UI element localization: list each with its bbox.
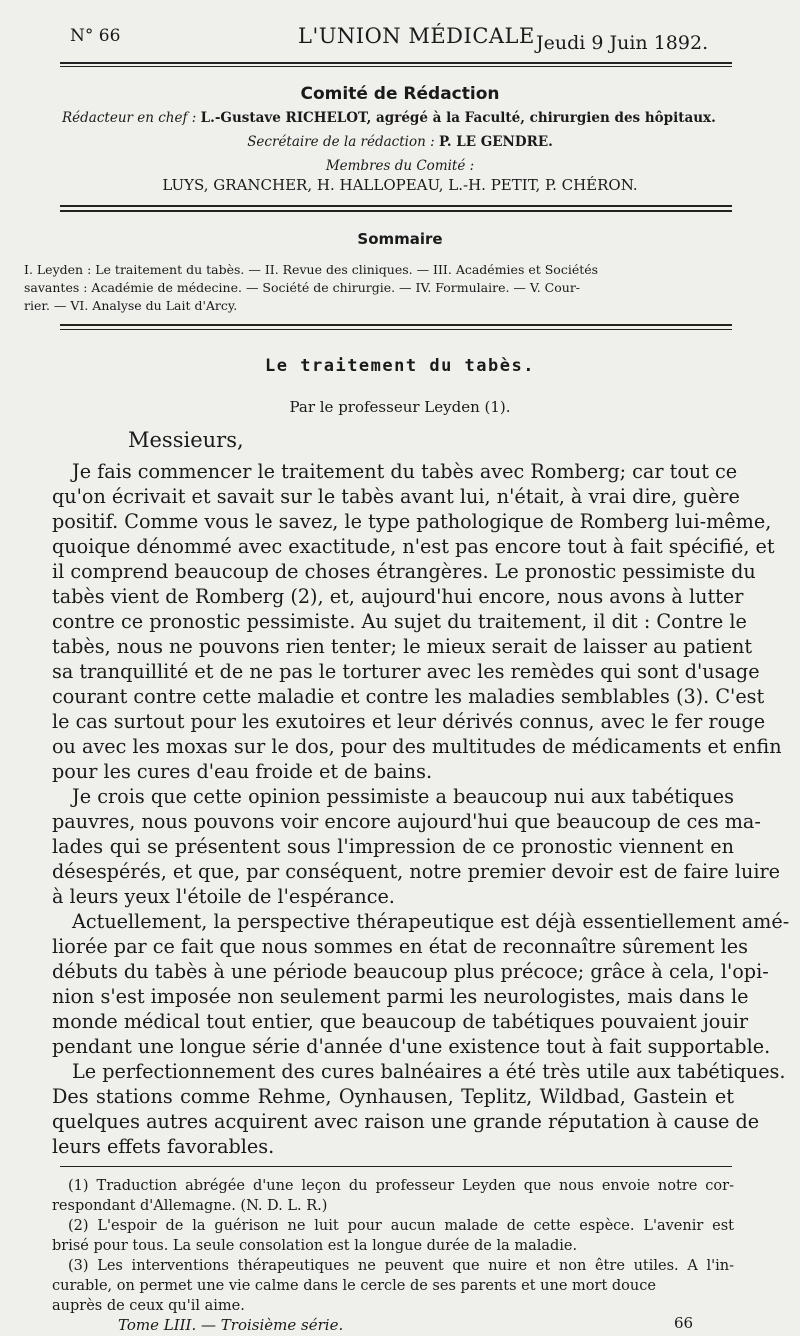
committee-editor-line	[62, 110, 716, 126]
body-line: nion s'est imposée non seulement parmi les neurologistes, mais dans le	[52, 985, 749, 1008]
summary-line: I. Leyden : Le traitement du tabès. — II. Revue des cliniques. — III. Académies et Sociétés	[24, 262, 599, 277]
volume-note: Tome LIII. — Troisième série.	[118, 1316, 344, 1334]
committee-rule	[60, 205, 732, 207]
body-line: pauvres, nous pouvons voir encore aujourd'hui que beaucoup de ces ma-	[52, 810, 761, 833]
footnote-line: brisé pour tous. La seule consolation est la longue durée de la maladie.	[52, 1238, 578, 1254]
summary-rule-thin	[60, 329, 732, 330]
summary-title: Sommaire	[357, 230, 443, 248]
body-line: pendant une longue série d'année d'une existence tout à fait supportable.	[52, 1035, 771, 1058]
body-line: désespérés, et que, par conséquent, notre premier devoir est de faire luire	[52, 860, 781, 883]
footnote-line: (2) L'espoir de la guérison ne luit pour aucun malade de cette espèce. L'avenir est	[68, 1218, 734, 1234]
body-line: qu'on écrivait et savait sur le tabès avant lui, n'était, à vrai dire, guère	[52, 485, 740, 508]
footnote-line: respondant d'Allemagne. (N. D. L. R.)	[52, 1198, 328, 1214]
body-line: leurs effets favorables.	[52, 1135, 275, 1158]
editor-text: L.-Gustave RICHELOT, agrégé à la Faculté, chirurgien des hôpitaux.	[200, 110, 716, 126]
summary-rule	[60, 324, 732, 326]
body-line: contre ce pronostic pessimiste. Au sujet du traitement, il dit : Contre le	[52, 610, 747, 633]
secretary-label: Secrétaire de la rédaction :	[247, 134, 435, 150]
body-line: Je crois que cette opinion pessimiste a beaucoup nui aux tabétiques	[72, 785, 734, 808]
editor-label: Rédacteur en chef :	[62, 110, 197, 126]
body-line: Des stations comme Rehme, Oynhausen, Teplitz, Wildbad, Gastein et	[52, 1085, 734, 1108]
body-line: Actuellement, la perspective thérapeutique est déjà essentiellement amé-	[72, 910, 790, 933]
issue-number: N° 66	[70, 26, 121, 46]
body-line: liorée par ce fait que nous sommes en état de reconnaître sûrement les	[52, 935, 748, 958]
secretary-name: P. LE GENDRE.	[438, 134, 553, 150]
body-line: quelques autres acquirent avec raison une grande réputation à cause de	[52, 1110, 760, 1133]
journal-title: L'UNION MÉDICALE	[298, 24, 535, 48]
body-line: pour les cures d'eau froide et de bains.	[52, 760, 433, 783]
body-line: positif. Comme vous le savez, le type pathologique de Romberg lui-même,	[52, 510, 772, 533]
committee-title: Comité de Rédaction	[300, 84, 500, 104]
body-line: à leurs yeux l'étoile de l'espérance.	[52, 885, 395, 908]
body-line: tabès, nous ne pouvons rien tenter; le mieux serait de laisser au patient	[52, 635, 753, 658]
summary-line: savantes : Académie de médecine. — Société de chirurgie. — IV. Formulaire. — V. Cour-	[24, 280, 581, 295]
body-line: monde médical tout entier, que beaucoup de tabétiques pouvaient jouir	[52, 1010, 749, 1033]
header-rule	[60, 62, 732, 64]
footnote-line: (1) Traduction abrégée d'une leçon du professeur Leyden que nous envoie notre cor-	[68, 1178, 734, 1194]
body-line: il comprend beaucoup de choses étrangères. Le pronostic pessimiste du	[52, 560, 756, 583]
body-line: Le perfectionnement des cures balnéaires a été très utile aux tabétiques.	[72, 1060, 786, 1083]
committee-rule-2	[60, 210, 732, 212]
members-label: Membres du Comité :	[325, 158, 475, 174]
body-line: tabès vient de Romberg (2), et, aujourd'hui encore, nous avons à lutter	[52, 585, 744, 608]
body-line: quoique dénommé avec exactitude, n'est pas encore tout à fait spécifié, et	[52, 535, 775, 558]
footnote-rule	[60, 1166, 732, 1167]
body-line: ou avec les moxas sur le dos, pour des multitudes de médicaments et enfin	[52, 735, 782, 758]
issue-date: Jeudi 9 Juin 1892.	[536, 32, 709, 54]
article-author: Par le professeur Leyden (1).	[289, 398, 511, 416]
article-title: Le traitement du tabès.	[265, 356, 535, 376]
article-salutation: Messieurs,	[128, 428, 244, 452]
page-number: 66	[674, 1314, 694, 1332]
body-line: sa tranquillité et de ne pas le torturer avec les remèdes qui sont d'usage	[52, 660, 760, 683]
committee-secretary-line	[0, 134, 800, 150]
summary-line: rier. — VI. Analyse du Lait d'Arcy.	[24, 298, 238, 313]
body-line: courant contre cette maladie et contre les maladies semblables (3). C'est	[52, 685, 765, 708]
members-list: LUYS, GRANCHER, H. HALLOPEAU, L.-H. PETIT, P. CHÉRON.	[162, 176, 638, 194]
footnote-line: (3) Les interventions thérapeutiques ne peuvent que nuire et non être utiles. A l'in-	[68, 1258, 734, 1274]
footnote-line: curable, on permet une vie calme dans le cercle de ses parents et une mort douce	[52, 1278, 656, 1294]
header-rule-thin	[60, 66, 732, 67]
body-line: lades qui se présentent sous l'impression de ce pronostic viennent en	[52, 835, 734, 858]
body-line: débuts du tabès à une période beaucoup plus précoce; grâce à cela, l'opi-	[52, 960, 769, 983]
footnote-line: auprès de ceux qu'il aime.	[52, 1298, 245, 1314]
body-line: le cas surtout pour les exutoires et leur dérivés connus, avec le fer rouge	[52, 710, 766, 733]
body-line: Je fais commencer le traitement du tabès avec Romberg; car tout ce	[72, 460, 738, 483]
